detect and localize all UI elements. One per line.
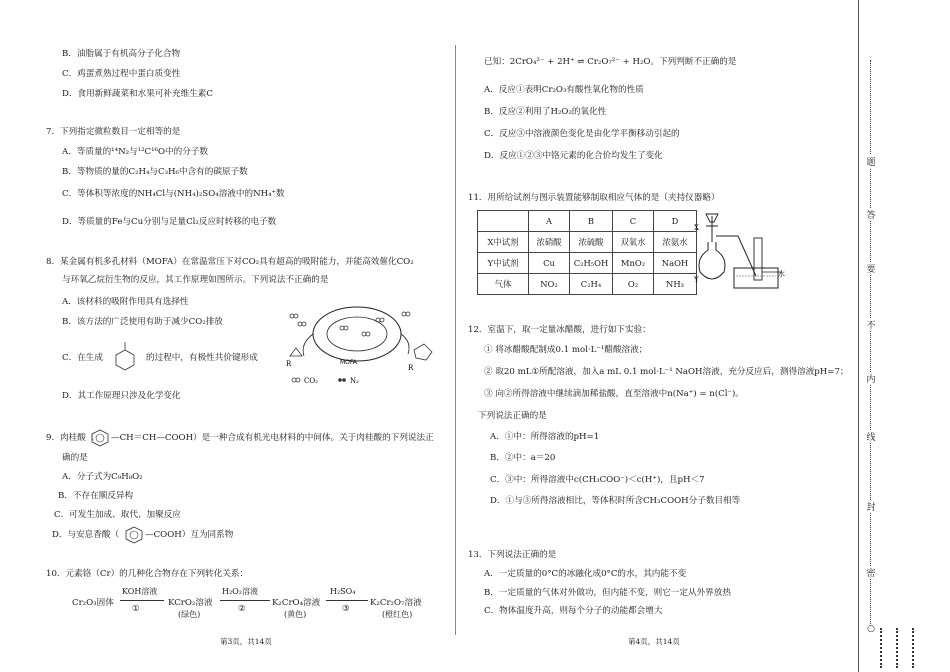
q7-option-d: D．等质量的Fe与Cu分别与足量Cl₂反应时转移的电子数 bbox=[62, 217, 277, 227]
table-cell: C₂H₄ bbox=[570, 274, 613, 295]
q9-option-d-tail: —COOH）互为同系物 bbox=[145, 530, 234, 540]
table-cell: A bbox=[529, 211, 570, 232]
q9-stem-line2: 确的是 bbox=[62, 453, 88, 463]
binding-dotted-line bbox=[912, 628, 914, 668]
q9-stem-a: 9．肉桂酸（ bbox=[46, 433, 95, 443]
q10-option-a: A．反应①表明Cr₂O₃有酸性氧化物的性质 bbox=[484, 85, 644, 95]
table-cell: Cu bbox=[529, 253, 570, 274]
table-cell: 气体 bbox=[478, 274, 529, 295]
q12-step-2: ② 取20 mL①所配溶液，加入a mL 0.1 mol·L⁻¹ NaOH溶液，充分反应后，测得溶液pH=7； bbox=[484, 367, 849, 377]
q10-arrow-2 bbox=[220, 600, 270, 601]
table-cell: O₂ bbox=[613, 274, 654, 295]
q10-product-2: K₂CrO₄溶液 bbox=[272, 598, 321, 608]
q9-stem-b: —CH＝CH—COOH）是一种合成有机光电材料的中间体。关于肉桂酸的下列说法正 bbox=[111, 433, 434, 443]
column-divider bbox=[455, 45, 456, 635]
q10-stem: 10．元素铬（Cr）的几种化合物存在下列转化关系： bbox=[46, 569, 249, 579]
q8-option-a: A．该材料的吸附作用具有选择性 bbox=[62, 297, 189, 307]
binding-char: 答 bbox=[864, 208, 878, 221]
q7-option-a: A．等质量的¹⁴N₂与¹²C¹⁶O中的分子数 bbox=[62, 147, 208, 157]
q12-option-b: B．②中：a＝20 bbox=[490, 453, 556, 463]
binding-char: 密 bbox=[864, 566, 878, 579]
table-cell: NaOH bbox=[654, 253, 697, 274]
table-row bbox=[478, 211, 697, 232]
q8-option-c-tail: 的过程中，有极性共价键形成 bbox=[146, 353, 258, 363]
q10-step-3: ③ bbox=[342, 604, 350, 614]
table-cell: C bbox=[613, 211, 654, 232]
table-cell: 浓硫酸 bbox=[570, 232, 613, 253]
q6-option-d: D．食用新鲜蔬菜和水果可补充维生素C bbox=[62, 89, 213, 99]
q10-option-b: B．反应②利用了H₂O₂的氧化性 bbox=[484, 107, 607, 117]
binding-char: 题 bbox=[864, 155, 878, 168]
q10-known-equation: 已知：2CrO₄²⁻ + 2H⁺ ⇌ Cr₂O₇²⁻ + H₂O。下列判断不正确的是 bbox=[484, 57, 737, 67]
q12-step-1: ① 将冰醋酸配制成0.1 mol·L⁻¹醋酸溶液； bbox=[484, 345, 648, 355]
q9-option-b: B．不存在顺反异构 bbox=[58, 491, 134, 501]
q12-step-3: ③ 向②所得溶液中继续滴加稀盐酸，直至溶液中n(Na⁺) = n(Cl⁻)。 bbox=[484, 389, 744, 399]
q10-reagent-2: H₂O₂溶液 bbox=[222, 587, 258, 596]
page-footer-right: 第4页，共14页 bbox=[628, 637, 680, 646]
binding-dotted-line bbox=[870, 60, 871, 630]
q10-color-2: (黄色) bbox=[284, 610, 307, 619]
table-row bbox=[478, 232, 697, 253]
table-cell: C₂H₅OH bbox=[570, 253, 613, 274]
fig-mofa-label: MOFA bbox=[340, 359, 357, 366]
q8-stem-line2: 与环氧乙烷衍生物的反应，其工作原理如图所示。下列说法不正确的是 bbox=[62, 275, 329, 285]
q13-option-c: C．物体温度升高，则每个分子的动能都会增大 bbox=[484, 606, 663, 616]
binding-char: 要 bbox=[864, 262, 878, 275]
q9-option-a: A．分子式为C₉H₈O₂ bbox=[62, 472, 143, 482]
table-cell: MnO₂ bbox=[613, 253, 654, 274]
q10-option-d: D．反应①②③中铬元素的化合价均发生了变化 bbox=[484, 151, 663, 161]
q9-option-c: C．可发生加成、取代、加聚反应 bbox=[54, 510, 181, 520]
q12-stem: 12．室温下，取一定量冰醋酸，进行如下实验： bbox=[468, 325, 651, 335]
page-footer-left: 第3页，共14页 bbox=[220, 637, 272, 646]
table-cell: D bbox=[654, 211, 697, 232]
table-cell: B bbox=[570, 211, 613, 232]
q12-option-d: D．①与③所得溶液相比，等体积时所含CH₃COOH分子数目相等 bbox=[490, 496, 741, 506]
q10-step-1: ① bbox=[132, 604, 140, 614]
q10-step-2: ② bbox=[238, 604, 246, 614]
binding-circle-icon: ○ bbox=[864, 624, 878, 634]
q11-stem: 11．用所给试剂与图示装置能够制取相应气体的是（夹持仪器略） bbox=[468, 193, 720, 203]
table-cell: NH₃ bbox=[654, 274, 697, 295]
q13-stem: 13．下列说法正确的是 bbox=[468, 550, 557, 560]
gas-apparatus-figure bbox=[690, 210, 790, 298]
fig-r-label-1: R bbox=[286, 360, 292, 368]
epoxide-structure-figure bbox=[108, 338, 142, 374]
q10-option-c: C．反应③中溶液颜色变化是由化学平衡移动引起的 bbox=[484, 129, 680, 139]
q13-option-b: B．一定质量的气体对外做功，但内能不变，则它一定从外界放热 bbox=[484, 588, 731, 598]
q7-stem: 7．下列指定微粒数目一定相等的是 bbox=[46, 127, 181, 137]
q12-option-c: C．③中：所得溶液中c(CH₃COO⁻)＜c(H⁺)，且pH＜7 bbox=[490, 475, 705, 485]
q8-option-b: B．该方法的广泛使用有助于减少CO₂排放 bbox=[62, 317, 223, 327]
q10-reactant: Cr₂O₃固体 bbox=[72, 598, 114, 608]
table-cell bbox=[478, 211, 529, 232]
q12-ask: 下列说法正确的是 bbox=[478, 411, 547, 421]
q10-color-3: (橙红色) bbox=[382, 610, 413, 619]
q8-stem-line1: 8．某金属有机多孔材料（MOFA）在常温常压下对CO₂具有超高的吸附能力，并能高效催化CO₂ bbox=[46, 257, 414, 267]
q10-arrow-3 bbox=[326, 600, 368, 601]
binding-dotted-line bbox=[896, 628, 898, 668]
q6-option-c: C．鸡蛋煮熟过程中蛋白质变性 bbox=[62, 69, 181, 79]
q12-option-a: A．①中：所得溶液的pH=1 bbox=[490, 432, 600, 442]
table-row bbox=[478, 274, 697, 295]
table-cell: X中试剂 bbox=[478, 232, 529, 253]
q10-color-1: (绿色) bbox=[178, 610, 201, 619]
benzene-ring-icon bbox=[90, 429, 110, 447]
benzene-ring-icon bbox=[124, 526, 144, 544]
q10-reagent-1: KOH溶液 bbox=[122, 587, 158, 596]
binding-char: 内 bbox=[864, 372, 878, 385]
fig-r-label-2: R bbox=[408, 364, 414, 372]
fig-legend-co2: CO₂ bbox=[304, 377, 318, 385]
binding-char: 线 bbox=[864, 430, 878, 443]
mofa-mechanism-figure bbox=[282, 298, 442, 390]
q13-option-a: A．一定质量的0°C的冰融化成0°C的水，其内能不变 bbox=[484, 569, 687, 579]
fig-y-label: Y bbox=[694, 276, 699, 284]
q10-product-1: KCrO₂溶液 bbox=[168, 598, 213, 608]
q10-reagent-3: H₂SO₄ bbox=[330, 587, 356, 596]
q8-option-d: D．其工作原理只涉及化学变化 bbox=[62, 391, 181, 401]
table-cell: NO₂ bbox=[529, 274, 570, 295]
fig-x-label: X bbox=[694, 224, 699, 232]
binding-char: 封 bbox=[864, 500, 878, 513]
table-cell: Y中试剂 bbox=[478, 253, 529, 274]
binding-char: 不 bbox=[864, 318, 878, 331]
q8-option-c: C．在生成 bbox=[62, 353, 103, 363]
table-cell: 双氧水 bbox=[613, 232, 654, 253]
fig-water-label: 水 bbox=[778, 270, 785, 278]
q7-option-c: C．等体积等浓度的NH₄Cl与(NH₄)₂SO₄溶液中的NH₄⁺数 bbox=[62, 189, 285, 199]
q11-reagent-table bbox=[477, 210, 697, 295]
q6-option-b: B．油脂属于有机高分子化合物 bbox=[62, 49, 181, 59]
table-cell: 浓硝酸 bbox=[529, 232, 570, 253]
q10-arrow-1 bbox=[120, 600, 164, 601]
q9-option-d: D．与安息香酸（ bbox=[52, 530, 120, 540]
q10-product-3: K₂Cr₂O₇溶液 bbox=[370, 598, 422, 608]
table-row bbox=[478, 253, 697, 274]
fig-legend-n2: N₂ bbox=[350, 377, 359, 385]
table-cell: 浓氨水 bbox=[654, 232, 697, 253]
binding-dotted-line bbox=[880, 628, 882, 668]
q7-option-b: B．等物质的量的C₂H₄与C₃H₆中含有的碳原子数 bbox=[62, 167, 248, 177]
